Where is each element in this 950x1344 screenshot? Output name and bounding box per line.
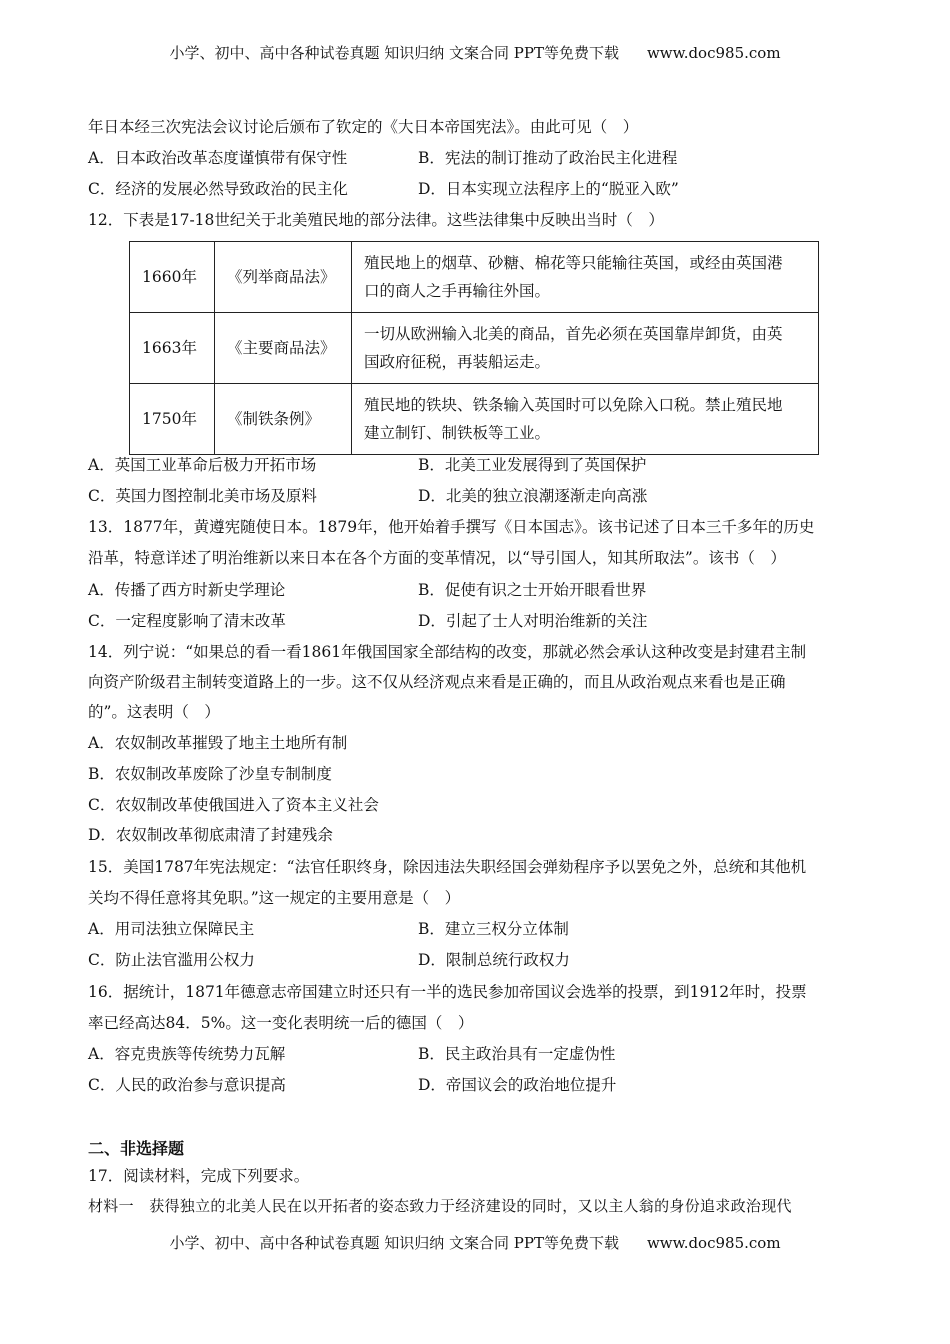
q11-option-b[interactable]: B．宪法的制订推动了政治民主化进程 bbox=[418, 149, 678, 167]
q15-stem-line2: 关均不得任意将其免职。”这一规定的主要用意是（ ） bbox=[88, 889, 461, 907]
law-content-line: 口的商人之手再输往外国。 bbox=[364, 282, 551, 300]
q13-stem-line2: 沿革，特意详述了明治维新以来日本在各个方面的变革情况，以“导引国人，知其所取法”。该书（ ） bbox=[88, 549, 786, 567]
q17-material-1: 材料一 获得独立的北美人民在以开拓者的姿态致力于经济建设的同时，又以主人翁的身份追求政治现代 bbox=[88, 1197, 792, 1215]
table-row bbox=[130, 313, 819, 384]
section-title: 二、非选择题 bbox=[88, 1139, 185, 1158]
law-content-line: 一切从欧洲输入北美的商品，首先必须在英国靠岸卸货，由英 bbox=[364, 325, 783, 343]
law-content bbox=[352, 313, 819, 384]
law-content bbox=[352, 242, 819, 313]
q15-option-a[interactable]: A．用司法独立保障民主 bbox=[88, 920, 255, 938]
header-site: www.doc985.com bbox=[646, 44, 781, 62]
law-name: 《列举商品法》 bbox=[215, 242, 352, 313]
q16-option-b[interactable]: B．民主政治具有一定虚伪性 bbox=[418, 1045, 616, 1063]
q16-option-d[interactable]: D．帝国议会的政治地位提升 bbox=[418, 1076, 617, 1094]
q15-stem-line1: 15．美国1787年宪法规定：“法官任职终身，除因违法失职经国会弹劾程序予以罢免之外，总统和其他机 bbox=[88, 858, 807, 876]
table-row bbox=[130, 242, 819, 313]
q14-option-d[interactable]: D．农奴制改革彻底肃清了封建残余 bbox=[88, 826, 333, 844]
q17-stem: 17．阅读材料，完成下列要求。 bbox=[88, 1167, 310, 1185]
page-header bbox=[0, 42, 950, 63]
laws-table bbox=[129, 241, 819, 455]
q14-option-b[interactable]: B．农奴制改革废除了沙皇专制制度 bbox=[88, 765, 332, 783]
q13-option-a[interactable]: A．传播了西方时新史学理论 bbox=[88, 581, 286, 599]
page-footer bbox=[0, 1232, 950, 1253]
footer-site: www.doc985.com bbox=[646, 1234, 781, 1252]
q14-option-c[interactable]: C．农奴制改革使俄国进入了资本主义社会 bbox=[88, 796, 379, 814]
q14-stem-line3: 的”。这表明（ ） bbox=[88, 703, 220, 721]
q16-stem-line1: 16．据统计，1871年德意志帝国建立时还只有一半的选民参加帝国议会选举的投票，到1912年时，投票 bbox=[88, 983, 807, 1001]
q15-option-d[interactable]: D．限制总统行政权力 bbox=[418, 951, 570, 969]
q11-stem: 年日本经三次宪法会议讨论后颁布了钦定的《大日本帝国宪法》。由此可见（ ） bbox=[88, 118, 639, 136]
q12-option-b[interactable]: B．北美工业发展得到了英国保护 bbox=[418, 456, 647, 474]
header-text: 小学、初中、高中各种试卷真题 知识归纳 文案合同 PPT等免费下载 bbox=[169, 44, 619, 62]
q15-option-c[interactable]: C．防止法官滥用公权力 bbox=[88, 951, 255, 969]
law-year: 1660年 bbox=[130, 242, 215, 313]
q12-option-a[interactable]: A．英国工业革命后极力开拓市场 bbox=[88, 456, 317, 474]
q11-option-d[interactable]: D．日本实现立法程序上的“脱亚入欧” bbox=[418, 180, 679, 198]
q11-option-c[interactable]: C．经济的发展必然导致政治的民主化 bbox=[88, 180, 348, 198]
law-name: 《制铁条例》 bbox=[215, 384, 352, 455]
law-content-line: 殖民地上的烟草、砂糖、棉花等只能输往英国，或经由英国港 bbox=[364, 254, 783, 272]
q11-option-a[interactable]: A．日本政治改革态度谨慎带有保守性 bbox=[88, 149, 348, 167]
law-year: 1663年 bbox=[130, 313, 215, 384]
table-row bbox=[130, 384, 819, 455]
q14-option-a[interactable]: A．农奴制改革摧毁了地主土地所有制 bbox=[88, 734, 348, 752]
q16-stem-line2: 率已经高达84．5%。这一变化表明统一后的德国（ ） bbox=[88, 1014, 474, 1032]
q13-option-c[interactable]: C．一定程度影响了清末改革 bbox=[88, 612, 286, 630]
q12-option-c[interactable]: C．英国力图控制北美市场及原料 bbox=[88, 487, 317, 505]
q12-option-d[interactable]: D．北美的独立浪潮逐渐走向高涨 bbox=[418, 487, 648, 505]
q15-option-b[interactable]: B．建立三权分立体制 bbox=[418, 920, 569, 938]
q14-stem-line1: 14．列宁说：“如果总的看一看1861年俄国国家全部结构的改变，那就必然会承认这种改变是封建君主制 bbox=[88, 643, 807, 661]
q14-stem-line2: 向资产阶级君主制转变道路上的一步。这不仅从经济观点来看是正确的，而且从政治观点来看也是正确 bbox=[88, 673, 786, 691]
law-content bbox=[352, 384, 819, 455]
q13-option-d[interactable]: D．引起了士人对明治维新的关注 bbox=[418, 612, 648, 630]
q16-option-c[interactable]: C．人民的政治参与意识提高 bbox=[88, 1076, 286, 1094]
law-content-line: 国政府征税，再装船运走。 bbox=[364, 353, 551, 371]
law-year: 1750年 bbox=[130, 384, 215, 455]
q16-option-a[interactable]: A．容克贵族等传统势力瓦解 bbox=[88, 1045, 286, 1063]
q12-stem: 12．下表是17-18世纪关于北美殖民地的部分法律。这些法律集中反映出当时（ ） bbox=[88, 211, 664, 229]
q13-stem-line1: 13．1877年，黄遵宪随使日本。1879年，他开始着手撰写《日本国志》。该书记述了日本三千多年的历史 bbox=[88, 518, 815, 536]
footer-text: 小学、初中、高中各种试卷真题 知识归纳 文案合同 PPT等免费下载 bbox=[169, 1234, 619, 1252]
law-name: 《主要商品法》 bbox=[215, 313, 352, 384]
law-content-line: 殖民地的铁块、铁条输入英国时可以免除入口税。禁止殖民地 bbox=[364, 396, 783, 414]
law-content-line: 建立制钉、制铁板等工业。 bbox=[364, 424, 551, 442]
q13-option-b[interactable]: B．促使有识之士开始开眼看世界 bbox=[418, 581, 647, 599]
